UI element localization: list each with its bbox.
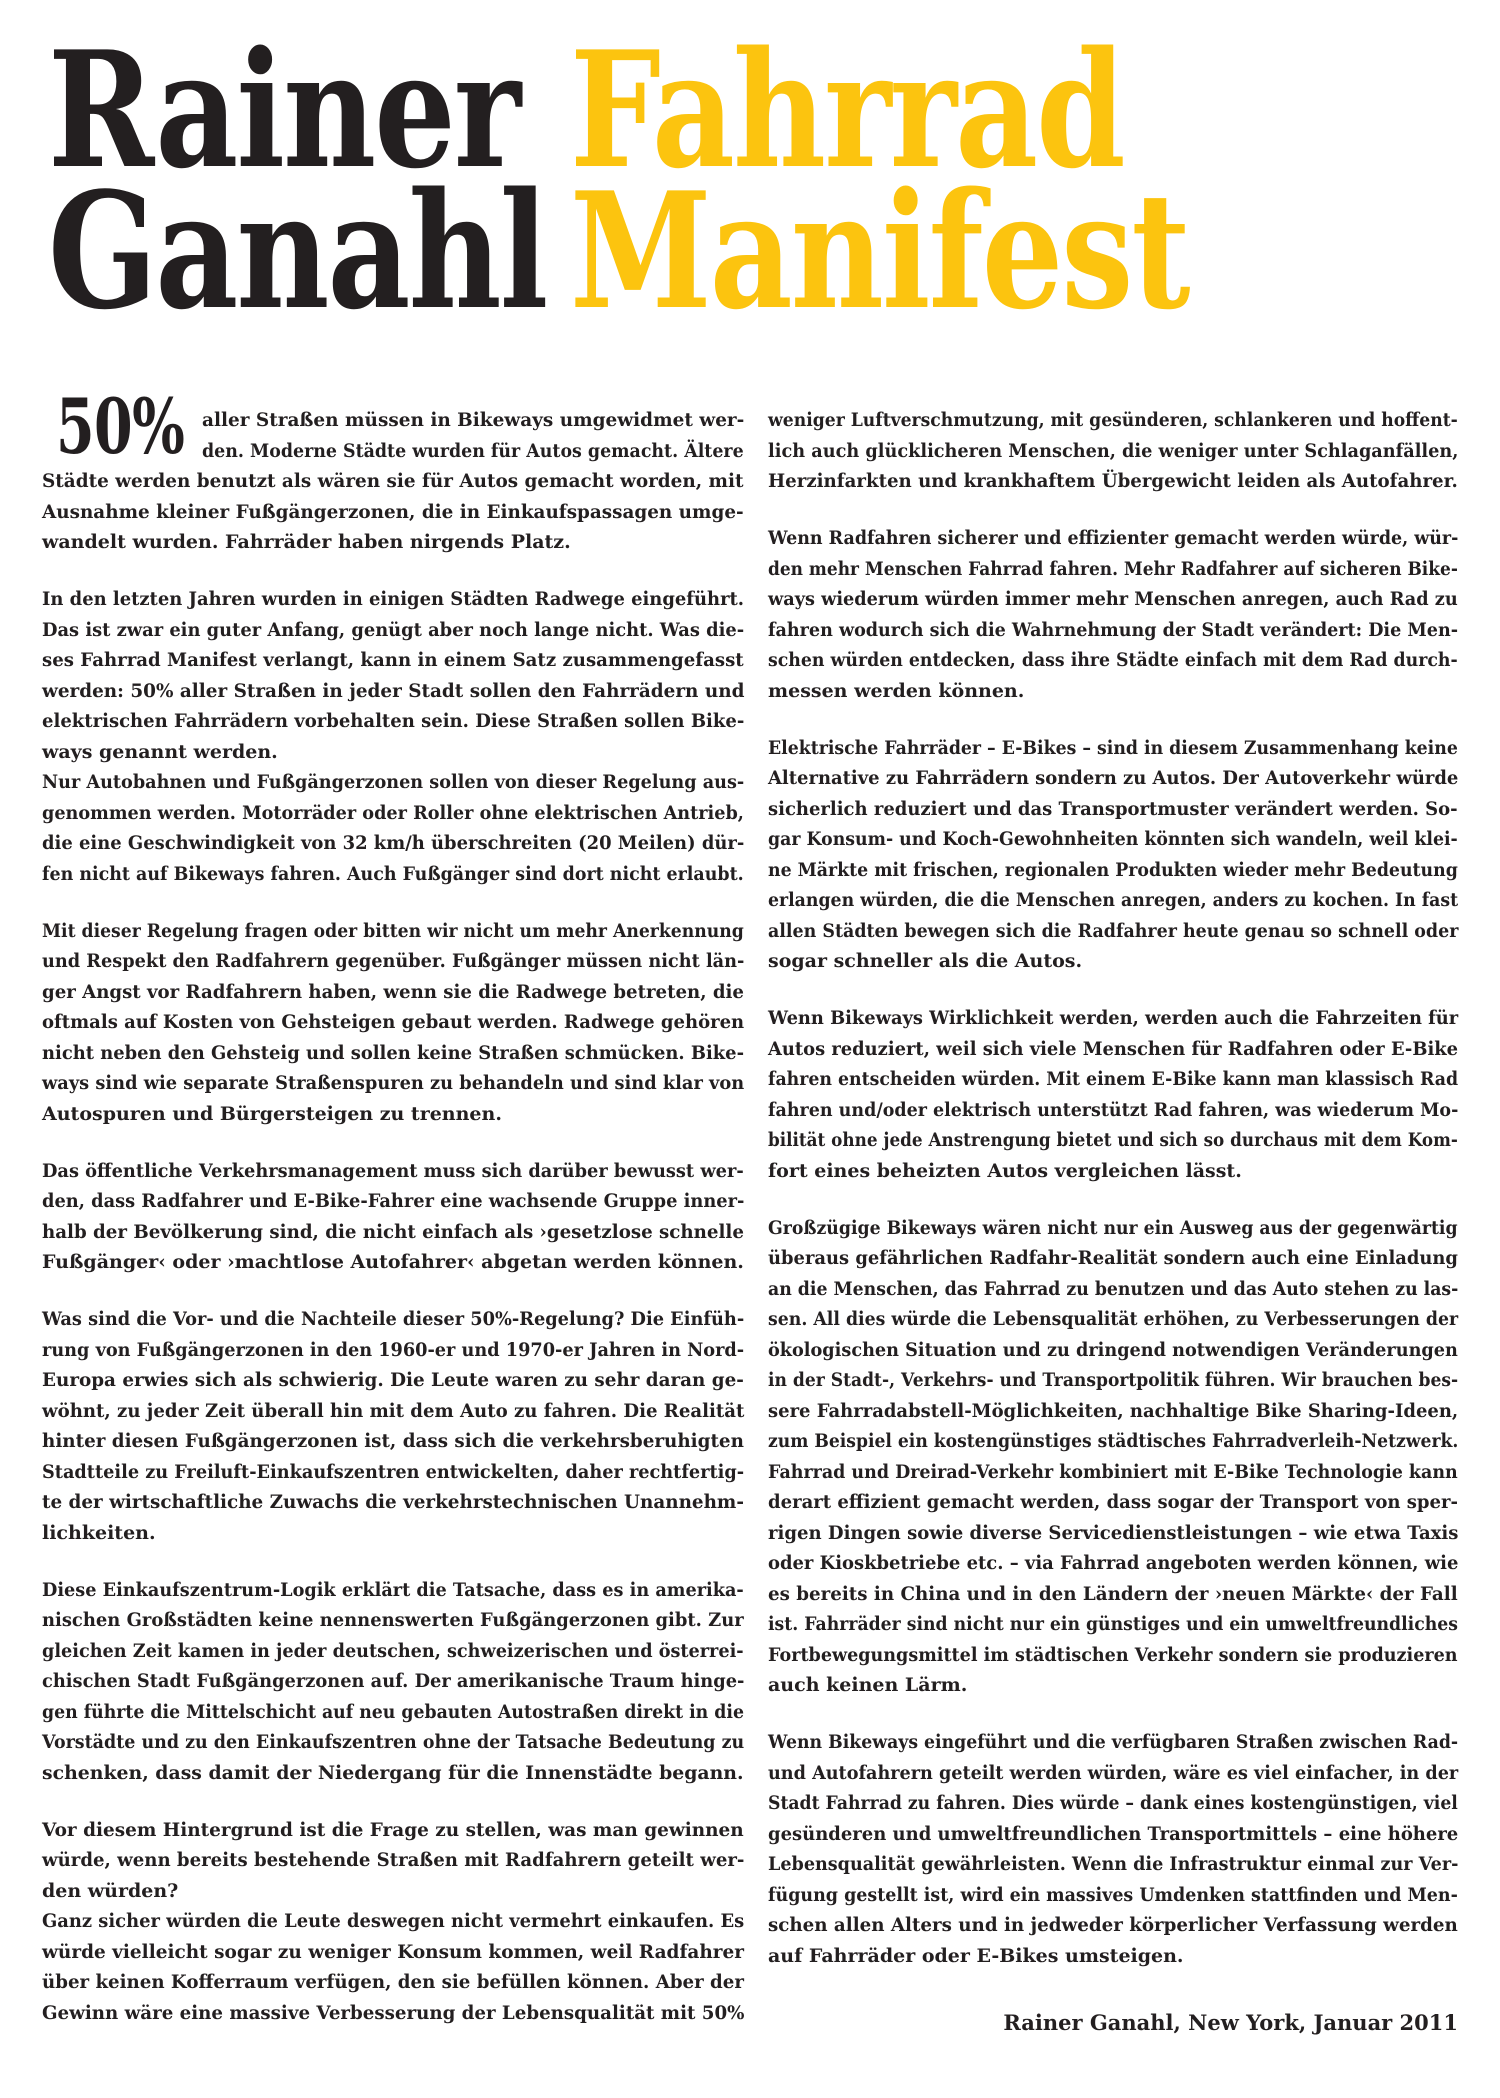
text-line: Wenn Bikeways Wirklichkeit werden, werden auch die Fahrzeiten für <box>768 1007 1459 1029</box>
text-line: schen würden entdecken, dass ihre Städte einfach mit dem Rad durch- <box>768 649 1458 671</box>
paragraph <box>42 1815 744 2029</box>
lead-percentage: 50% <box>56 382 185 471</box>
paragraph <box>42 584 744 889</box>
text-line: auf Fahrräder oder E-Bikes umsteigen. <box>768 1944 1184 1967</box>
author-title-line1: Rainer <box>48 16 520 204</box>
left-text-column <box>42 382 745 2028</box>
text-line: fort eines beheizten Autos vergleichen lässt. <box>768 1159 1242 1182</box>
text-line: an die Menschen, das Fahrrad zu benutzen und das Auto stehen zu las- <box>768 1277 1459 1300</box>
text-line: über keinen Kofferraum verfügen, den sie befüllen können. Aber der <box>42 1971 744 1993</box>
right-text-column <box>768 405 1458 2039</box>
text-line: sere Fahrradabstell-Möglichkeiten, nachhaltige Bike Sharing-Ideen, <box>768 1399 1459 1422</box>
text-line: Diese Einkaufszentrum-Logik erklärt die Tatsache, dass es in amerika- <box>42 1578 744 1601</box>
text-line: In den letzten Jahren wurden in einigen Städten Radwege eingeführt. <box>42 588 745 610</box>
paragraph <box>42 916 744 1130</box>
text-line: den, dass Radfahrer und E-Bike-Fahrer eine wachsende Gruppe inner- <box>42 1190 745 1212</box>
text-line: Stadt Fahrrad zu fahren. Dies würde – dank eines kostengünstigen, viel <box>768 1792 1458 1814</box>
text-line: fahren entscheiden würden. Mit einem E-Bike kann man klassisch Rad <box>768 1068 1459 1090</box>
text-line: ne Märkte mit frischen, regionalen Produkten wieder mehr Bedeutung <box>768 858 1458 881</box>
text-line: auch keinen Lärm. <box>768 1674 968 1696</box>
text-line: ways wiederum würden immer mehr Menschen anregen, auch Rad zu <box>768 588 1458 610</box>
text-line: ways genannt werden. <box>42 740 278 763</box>
text-line: die eine Geschwindigkeit von 32 km/h überschreiten (20 Meilen) dür- <box>42 832 745 854</box>
text-line: in der Stadt-, Verkehrs- und Transportpolitik führen. Wir brauchen bes- <box>768 1369 1459 1391</box>
text-line: Europa erwies sich als schwierig. Die Leute waren zu sehr daran ge- <box>42 1369 744 1391</box>
text-line: messen werden können. <box>768 679 1025 702</box>
text-line: überaus gefährlichen Radfahr-Realität sondern auch eine Einladung <box>768 1247 1458 1269</box>
text-line: chischen Stadt Fußgängerzonen auf. Der amerikanische Traum hinge- <box>42 1670 745 1692</box>
text-line: te der wirtschaftliche Zuwachs die verkehrstechnischen Unannehm- <box>42 1491 744 1513</box>
text-line: halb der Bevölkerung sind, die nicht einfach als ›gesetzlose schnelle <box>42 1220 744 1243</box>
signature: Rainer Ganahl, New York, Januar 2011 <box>1003 2010 1458 2035</box>
author-title <box>48 16 547 345</box>
text-line: oder Kioskbetriebe etc. – via Fahrrad angeboten werden können, wie <box>768 1552 1459 1574</box>
text-line: Alternative zu Fahrrädern sondern zu Autos. Der Autoverkehr würde <box>768 767 1459 789</box>
text-line: gleichen Zeit kamen in jeder deutschen, schweizerischen und österrei- <box>42 1639 744 1662</box>
paragraph <box>768 1727 1458 1971</box>
text-line: ger Angst vor Radfahrern haben, wenn sie die Radwege betreten, die <box>42 980 744 1003</box>
text-line: würde vielleicht sogar zu weniger Konsum kommen, weil Radfahrer <box>42 1940 745 1963</box>
text-line: Ausnahme kleiner Fußgängerzonen, die in Einkaufspassagen umge- <box>42 500 744 523</box>
text-line: rigen Dingen sowie diverse Servicedienstleistungen – wie etwa Taxis <box>768 1521 1459 1544</box>
paragraph <box>768 405 1458 497</box>
text-line: wöhnt, zu jeder Zeit überall hin mit dem Auto zu fahren. Die Realität <box>42 1399 745 1422</box>
text-line: Städte werden benutzt als wären sie für Autos gemacht worden, mit <box>42 470 744 492</box>
text-line: bilität ohne jede Anstrengung bietet und sich so durchaus mit dem Kom- <box>768 1129 1458 1151</box>
paragraph <box>768 733 1458 977</box>
text-line: Nur Autobahnen und Fußgängerzonen sollen von dieser Regelung aus- <box>42 771 745 793</box>
text-line: Elektrische Fahrräder – E-Bikes – sind in diesem Zusammenhang keine <box>768 736 1458 759</box>
text-line: sicherlich reduziert und das Transportmuster verändert werden. So- <box>768 797 1458 820</box>
paragraph <box>768 1213 1458 1701</box>
manifest-title <box>570 16 1189 345</box>
text-line: sogar schneller als die Autos. <box>768 950 1083 972</box>
text-line: Wenn Radfahren sicherer und effizienter gemacht werden würde, wür- <box>768 527 1459 549</box>
text-line: Lebensqualität gewährleisten. Wenn die Infrastruktur einmal zur Ver- <box>768 1853 1459 1875</box>
text-line: Was sind die Vor- und die Nachteile dieser 50%-Regelung? Die Einfüh- <box>42 1308 745 1330</box>
text-line: lich auch glücklicheren Menschen, die weniger unter Schlaganfällen, <box>768 439 1459 462</box>
text-line: den mehr Menschen Fahrrad fahren. Mehr Radfahrer auf sicheren Bike- <box>768 557 1458 580</box>
text-line: Stadtteile zu Freiluft-Einkaufszentren entwickelten, daher rechtfertig- <box>42 1460 745 1483</box>
text-line: werden: 50% aller Straßen in jeder Stadt sollen den Fahrrädern und <box>42 679 745 702</box>
paragraph <box>768 1003 1458 1186</box>
text-line: elektrischen Fahrrädern vorbehalten sein. Diese Straßen sollen Bike- <box>42 710 745 732</box>
text-line: lichkeiten. <box>42 1521 156 1544</box>
text-line: wandelt wurden. Fahrräder haben nirgends Platz. <box>42 531 571 553</box>
text-line: Ganz sicher würden die Leute deswegen nicht vermehrt einkaufen. Es <box>42 1910 745 1932</box>
text-line: Herzinfarkten und krankhaftem Übergewicht leiden als Autofahrer. <box>768 470 1458 492</box>
paragraph <box>42 1304 744 1548</box>
text-line: ökologischen Situation und zu dringend notwendigen Veränderungen <box>768 1338 1458 1361</box>
text-line: den. Moderne Städte wurden für Autos gemacht. Ältere <box>202 439 744 462</box>
text-line: Fußgänger‹ oder ›machtlose Autofahrer‹ abgetan werden können. <box>42 1251 744 1273</box>
text-line: Fahrrad und Dreirad-Verkehr kombiniert mit E-Bike Technologie kann <box>768 1460 1458 1483</box>
text-line: Vor diesem Hintergrund ist die Frage zu stellen, was man gewinnen <box>42 1818 744 1841</box>
text-line: würde, wenn bereits bestehende Straßen mit Radfahrern geteilt wer- <box>42 1849 745 1871</box>
text-line: fahren und/oder elektrisch unterstützt Rad fahren, was wiederum Mo- <box>768 1098 1459 1121</box>
text-line: Großzügige Bikeways wären nicht nur ein Ausweg aus der gegenwärtig <box>768 1216 1458 1239</box>
paragraph <box>42 405 744 558</box>
text-line: ways sind wie separate Straßenspuren zu behandeln und sind klar von <box>42 1072 745 1094</box>
author-title-line2: Ganahl <box>48 157 547 345</box>
paragraph <box>42 1156 744 1278</box>
text-line: derart effizient gemacht werden, dass sogar der Transport von sper- <box>768 1491 1458 1513</box>
text-line: den würden? <box>42 1879 179 1902</box>
text-line: Das öffentliche Verkehrsmanagement muss sich darüber bewusst wer- <box>42 1159 744 1182</box>
text-line: zum Beispiel ein kostengünstiges städtisches Fahrradverleih-Netzwerk. <box>768 1430 1459 1452</box>
text-line: oftmals auf Kosten von Gehsteigen gebaut werden. Radwege gehören <box>42 1011 745 1033</box>
manifest-title-line2: Manifest <box>570 157 1189 345</box>
text-line: rung von Fußgängerzonen in den 1960-er und 1970-er Jahren in Nord- <box>42 1338 745 1361</box>
text-line: allen Städten bewegen sich die Radfahrer heute genau so schnell oder <box>768 919 1459 942</box>
text-line: Autospuren und Bürgersteigen zu trennen. <box>42 1102 502 1125</box>
text-line: aller Straßen müssen in Bikeways umgewidmet wer- <box>202 409 745 431</box>
text-line: ses Fahrrad Manifest verlangt, kann in einem Satz zusammengefasst <box>42 649 744 671</box>
text-line: Fortbewegungsmittel im städtischen Verkehr sondern sie produzieren <box>768 1643 1458 1666</box>
text-line: Gewinn wäre eine massive Verbesserung der Lebensqualität mit 50% <box>42 2001 745 2024</box>
text-line: sen. All dies würde die Lebensqualität erhöhen, zu Verbesserungen der <box>768 1308 1459 1330</box>
text-line: genommen werden. Motorräder oder Roller ohne elektrischen Antrieb, <box>42 801 744 824</box>
text-line: Vorstädte und zu den Einkaufszentren ohne der Tatsache Bedeutung zu <box>42 1731 745 1753</box>
text-line: erlangen würden, die die Menschen anregen, anders zu kochen. In fast <box>768 889 1459 911</box>
text-line: hinter diesen Fußgängerzonen ist, dass sich die verkehrsberuhigten <box>42 1430 744 1452</box>
text-line: Das ist zwar ein guter Anfang, genügt aber noch lange nicht. Was die- <box>42 618 745 641</box>
text-line: schenken, dass damit der Niedergang für die Innenstädte begann. <box>42 1761 744 1784</box>
text-line: es bereits in China und in den Ländern der ›neuen Märkte‹ der Fall <box>768 1582 1458 1605</box>
text-line: und Autofahrern geteilt werden würden, wäre es viel einfacher, in der <box>768 1761 1459 1784</box>
text-line: Wenn Bikeways eingeführt und die verfügbaren Straßen zwischen Rad- <box>768 1731 1459 1753</box>
text-line: und Respekt den Radfahrern gegenüber. Fußgänger müssen nicht län- <box>42 950 745 972</box>
text-line: gen führte die Mittelschicht auf neu gebauten Autostraßen direkt in die <box>42 1700 744 1723</box>
text-line: ist. Fahrräder sind nicht nur ein günstiges und ein umweltfreundliches <box>768 1613 1458 1635</box>
text-line: schen allen Alters und in jedweder körperlicher Verfassung werden <box>768 1914 1458 1936</box>
text-line: fahren wodurch sich die Wahrnehmung der Stadt verändert: Die Men- <box>768 618 1459 641</box>
text-line: fen nicht auf Bikeways fahren. Auch Fußgänger sind dort nicht erlaubt. <box>42 862 744 885</box>
paragraph <box>768 523 1458 706</box>
text-line: nicht neben den Gehsteig und sollen keine Straßen schmücken. Bike- <box>42 1041 745 1064</box>
text-line: Autos reduziert, weil sich viele Menschen für Radfahren oder E-Bike <box>768 1037 1459 1060</box>
text-line: nischen Großstädten keine nennenswerten Fußgängerzonen gibt. Zur <box>42 1609 744 1631</box>
manifest-title-line1: Fahrrad <box>570 16 1124 204</box>
paragraph <box>42 1575 744 1789</box>
text-line: gar Konsum- und Koch-Gewohnheiten könnten sich wandeln, weil klei- <box>768 828 1458 850</box>
text-line: gesünderen und umweltfreundlichen Transportmittels – eine höhere <box>768 1822 1459 1845</box>
text-line: fügung gestellt ist, wird ein massives Umdenken stattfinden und Men- <box>768 1883 1458 1906</box>
text-line: Mit dieser Regelung fragen oder bitten wir nicht um mehr Anerkennung <box>42 919 744 942</box>
text-line: weniger Luftverschmutzung, mit gesünderen, schlankeren und hoffent- <box>768 409 1458 431</box>
